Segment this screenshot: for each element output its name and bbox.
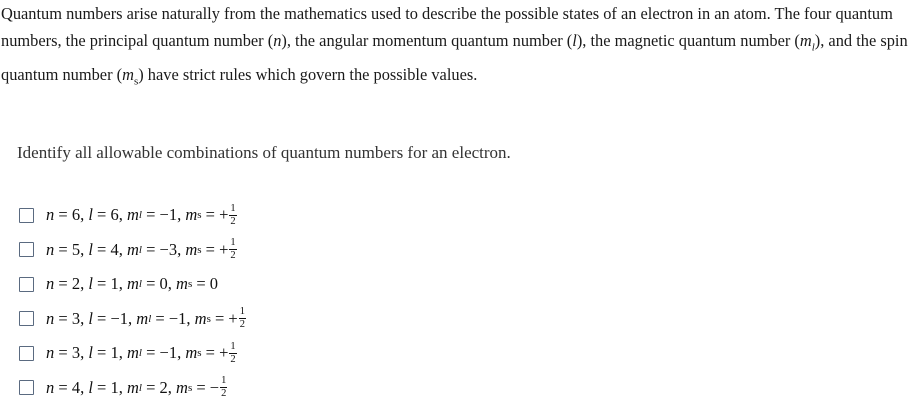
equation-part: 0 — [209, 274, 219, 294]
equation-part: s — [187, 278, 193, 291]
equation-part: = — [141, 343, 160, 363]
equation-part: , — [167, 274, 177, 294]
equation-part: m — [126, 343, 139, 363]
equation-part: m — [176, 377, 188, 397]
symbol-ml: m — [799, 31, 812, 50]
equation-part: 4 — [71, 377, 81, 397]
equation-part: s — [197, 347, 202, 360]
answer-option-1[interactable] — [19, 198, 246, 233]
equation-part: = — [92, 274, 111, 294]
equation-part: , — [118, 274, 127, 294]
equation-part: , — [177, 343, 186, 363]
equation-part: = — [201, 343, 220, 363]
equation-part: n — [46, 205, 55, 225]
equation-part: , — [118, 205, 127, 225]
answer-option-3[interactable] — [19, 267, 246, 302]
equation-part: m — [126, 205, 139, 225]
equation-part: −1 — [159, 343, 178, 363]
equation-part: m — [136, 308, 149, 328]
equation-part: 2 — [71, 274, 81, 294]
answer-option-6[interactable] — [19, 371, 246, 406]
equation-part: 4 — [110, 239, 119, 259]
quantum-number-set — [46, 376, 227, 399]
equation-part: m — [185, 343, 198, 363]
equation-part: n — [46, 308, 55, 328]
equation-part: −1 — [168, 308, 187, 328]
equation-part: 1 — [110, 343, 119, 363]
equation-part: 2 — [230, 353, 236, 365]
equation-part: l — [148, 312, 152, 325]
checkbox[interactable] — [19, 242, 34, 257]
equation-part: 6 — [71, 205, 81, 225]
equation-part: 3 — [71, 343, 81, 363]
equation-part: l — [88, 274, 93, 294]
equation-part: , — [118, 343, 127, 363]
equation-part: = — [54, 377, 72, 397]
equation-part: = — [92, 308, 111, 328]
equation-part: , — [80, 308, 89, 328]
answer-options — [19, 198, 246, 405]
checkbox[interactable] — [19, 380, 34, 395]
equation-part: 2 — [230, 250, 236, 262]
spin-fraction — [229, 342, 236, 365]
equation-part: , — [80, 377, 89, 397]
equation-part: 1 — [221, 375, 227, 387]
equation-part: = — [210, 308, 229, 328]
equation-part: m — [126, 274, 139, 294]
equation-part: + — [228, 308, 238, 328]
equation-part: l — [88, 205, 93, 225]
intro-text-4: ), and the spin quantum number ( — [1, 31, 908, 85]
equation-part: n — [46, 377, 55, 397]
equation-part: l — [138, 347, 142, 360]
equation-part: = — [54, 308, 72, 328]
equation-part: 1 — [230, 202, 236, 214]
equation-part: = — [151, 308, 169, 328]
equation-part: , — [128, 308, 137, 328]
equation-part: 6 — [110, 205, 119, 225]
spin-fraction — [229, 238, 236, 261]
equation-part: 1 — [110, 377, 119, 397]
equation-part: l — [138, 381, 142, 394]
answer-option-2[interactable] — [19, 233, 246, 268]
equation-part: = — [54, 274, 72, 294]
equation-part: = — [54, 343, 72, 363]
equation-part: l — [88, 308, 93, 328]
equation-part: , — [80, 205, 89, 225]
equation-part: −1 — [159, 205, 178, 225]
intro-paragraph — [1, 0, 913, 96]
checkbox[interactable] — [19, 346, 34, 361]
intro-text-2: ), the angular momentum quantum number ( — [281, 31, 573, 50]
equation-part: s — [197, 243, 202, 256]
equation-part: −3 — [159, 239, 178, 259]
symbol-l: l — [572, 31, 577, 50]
spin-fraction — [229, 204, 236, 227]
equation-part: 1 — [230, 340, 236, 352]
equation-part: , — [118, 377, 127, 397]
equation-part: = — [54, 205, 72, 225]
checkbox[interactable] — [19, 208, 34, 223]
quantum-number-set — [46, 274, 218, 294]
equation-part: s — [206, 312, 211, 325]
equation-part: l — [88, 343, 93, 363]
answer-option-5[interactable] — [19, 336, 246, 371]
equation-part: , — [186, 308, 195, 328]
intro-text-1: Quantum numbers arise naturally from the mathematics used to describe the possible states of an electron in an atom. The four quantum numbers, the principal quantum number ( — [1, 4, 893, 50]
equation-part: l — [138, 278, 142, 291]
equation-part: = — [92, 377, 111, 397]
equation-part: n — [46, 274, 55, 294]
equation-part: n — [46, 343, 55, 363]
equation-part: = — [92, 343, 111, 363]
checkbox[interactable] — [19, 277, 34, 292]
equation-part: = — [141, 274, 160, 294]
question-prompt: Identify all allowable combinations of quantum numbers for an electron. — [17, 143, 511, 162]
equation-part: = — [141, 239, 160, 259]
equation-part: = — [192, 377, 210, 397]
equation-part: −1 — [110, 308, 129, 328]
equation-part: s — [187, 381, 193, 394]
equation-part: m — [194, 308, 207, 328]
equation-part: = — [192, 274, 210, 294]
equation-part: 1 — [230, 237, 236, 249]
equation-part: + — [219, 205, 229, 225]
equation-part: , — [80, 239, 89, 259]
spin-fraction — [239, 307, 246, 330]
equation-part: 2 — [239, 319, 245, 331]
equation-part: l — [88, 239, 93, 259]
equation-part: − — [209, 377, 220, 397]
equation-part: m — [176, 274, 188, 294]
equation-part: = — [54, 239, 72, 259]
intro-text-5: ) have strict rules which govern the possible values. — [138, 65, 478, 85]
equation-part: , — [80, 274, 89, 294]
equation-part: + — [219, 343, 229, 363]
equation-part: l — [88, 377, 93, 397]
equation-part: l — [138, 243, 142, 256]
symbol-ml-sub: l — [811, 41, 815, 54]
checkbox[interactable] — [19, 311, 34, 326]
equation-part: n — [46, 239, 55, 259]
symbol-ms-sub: s — [133, 75, 139, 88]
equation-part: 2 — [230, 215, 236, 227]
symbol-ms: m — [122, 65, 134, 85]
quantum-number-set — [46, 307, 246, 330]
intro-text-3: ), the magnetic quantum number ( — [576, 31, 800, 50]
quantum-number-set — [46, 342, 237, 365]
equation-part: + — [219, 239, 229, 259]
equation-part: 3 — [71, 308, 81, 328]
equation-part: = — [141, 205, 160, 225]
equation-part: = — [201, 205, 220, 225]
equation-part: 2 — [159, 377, 168, 397]
equation-part: = — [201, 239, 220, 259]
equation-part: m — [185, 239, 198, 259]
quantum-number-set — [46, 204, 237, 227]
equation-part: l — [138, 209, 142, 222]
equation-part: , — [118, 239, 127, 259]
equation-part: , — [80, 343, 89, 363]
equation-part: m — [126, 239, 139, 259]
equation-part: = — [92, 239, 111, 259]
equation-part: s — [197, 209, 202, 222]
equation-part: 5 — [71, 239, 81, 259]
equation-part: , — [177, 205, 186, 225]
quantum-number-set — [46, 238, 237, 261]
spin-fraction — [220, 376, 227, 399]
equation-part: 0 — [159, 274, 168, 294]
equation-part: = — [92, 205, 111, 225]
equation-part: m — [185, 205, 198, 225]
equation-part: , — [177, 239, 186, 259]
equation-part: m — [126, 377, 139, 397]
answer-option-4[interactable] — [19, 302, 246, 337]
equation-part: = — [141, 377, 160, 397]
equation-part: 2 — [221, 388, 227, 400]
equation-part: , — [167, 377, 177, 397]
equation-part: 1 — [239, 306, 245, 318]
symbol-n: n — [273, 31, 282, 50]
equation-part: 1 — [110, 274, 119, 294]
